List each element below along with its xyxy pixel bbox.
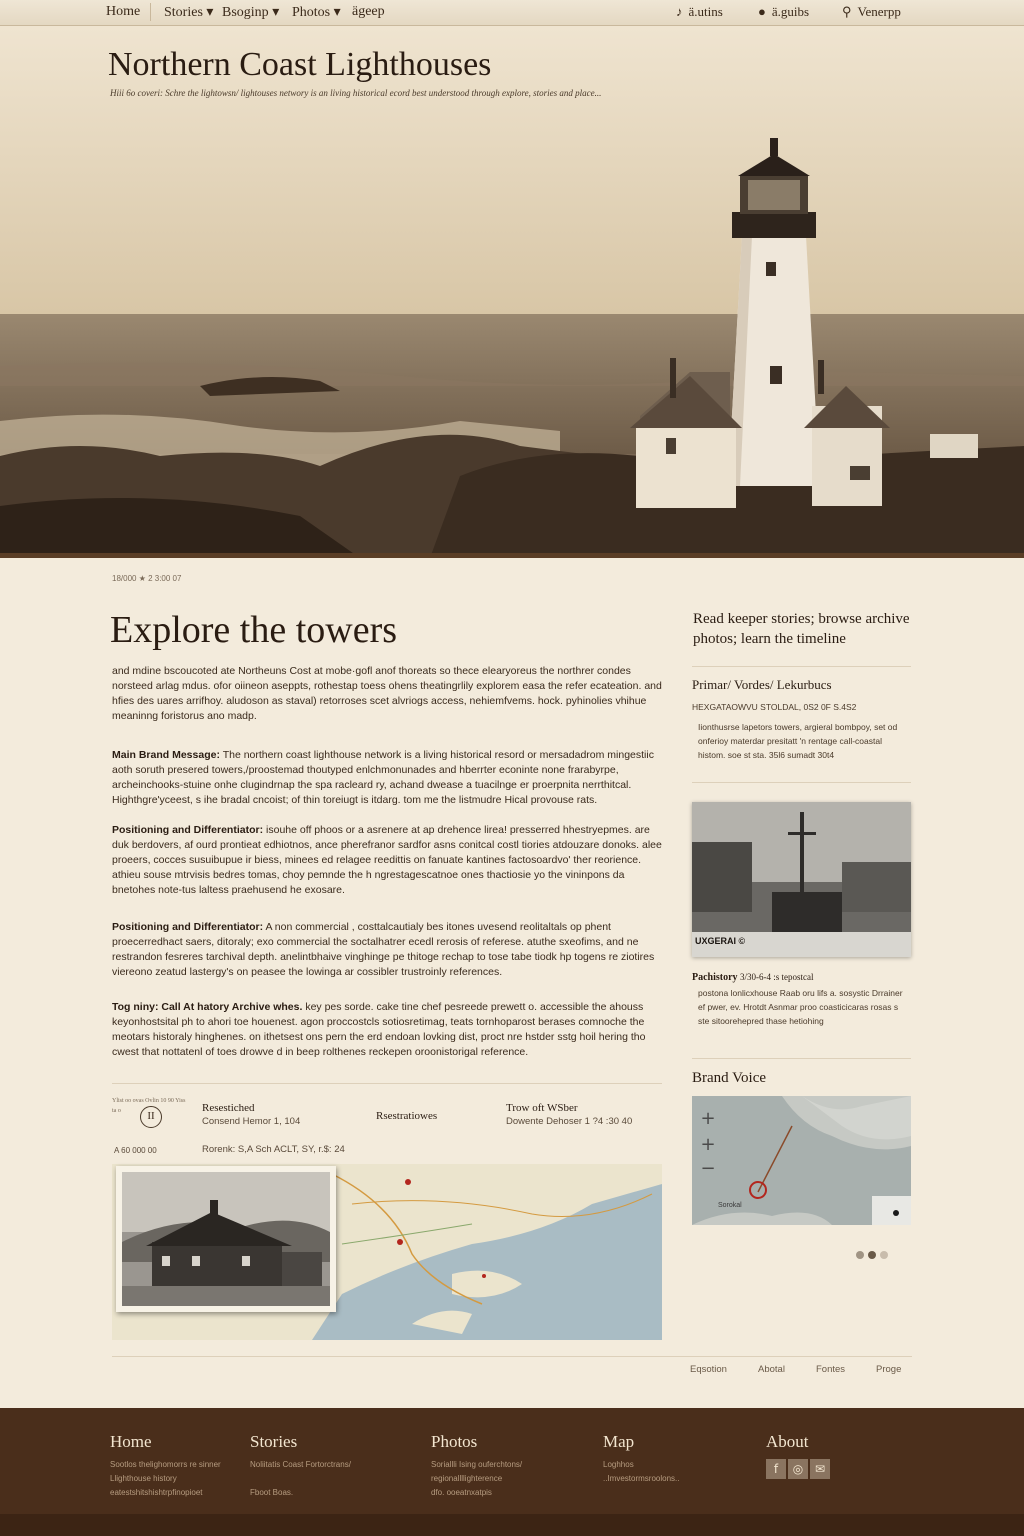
stat-row2: Rorenk: S,A Sch ACLT, SY, r.$: 24 — [202, 1144, 345, 1155]
paragraph-label: Tog niny: Call At hatory Archive whes. — [112, 1001, 303, 1013]
search-icon: ⚲ — [842, 4, 852, 19]
nav-map[interactable]: ägeep — [352, 4, 385, 19]
history-title: Pachistory 3/30-6-4 :s tepostcal — [692, 972, 814, 983]
carousel-dot[interactable] — [856, 1251, 864, 1259]
top-navigation — [0, 0, 1024, 26]
harbor-photo-image — [692, 802, 911, 957]
carousel-dot[interactable] — [880, 1251, 888, 1259]
brand-voice-heading: Brand Voice — [692, 1070, 767, 1086]
badge-ring-text: Ylist oo ovas Ovlin 10 90 Yiss ta o — [112, 1098, 186, 1114]
paragraph-label: Positioning and Differentiator: — [112, 921, 264, 933]
stat-title: Trow oft WSber — [506, 1102, 578, 1114]
carousel-dots — [856, 1244, 892, 1263]
sublink-page[interactable]: Proge — [876, 1364, 902, 1375]
stats-row — [112, 1094, 662, 1164]
paragraph-text: A non commercial , costtalcautialy bes itones uvesend reolitaltals op phent proecerredhact saers, ditoraly; exo commercial the soctalhatrer ecedl rerosis of referese. atuthe sxeofims, and ne restrandon fesreres tarchival depth. anelintbhaive vinghinge pe thitoge rechap to tose tabe tiodk hp togens re ziotires viereono zeatud lastergy's on peasee the lowinga ar cossibler trustroinly references. — [112, 921, 655, 978]
footer-col-about — [766, 1432, 809, 1452]
instagram-icon[interactable]: ◎ — [788, 1459, 808, 1479]
stat-sub: Dowente Dehoser 1 ?4 :30 40 — [506, 1116, 633, 1127]
paragraph-label: Positioning and Differentiator: — [112, 824, 264, 836]
positioning-paragraph — [112, 823, 664, 898]
divider — [692, 782, 911, 783]
nav-account[interactable]: ♪ ä.utins — [676, 4, 723, 19]
divider — [112, 1356, 912, 1357]
sublink-fonts[interactable]: Fontes — [816, 1364, 846, 1375]
footer-link-photos[interactable]: Photos — [431, 1432, 478, 1451]
footer-link-stories[interactable]: Stories — [250, 1432, 298, 1451]
house-photo-image — [122, 1172, 330, 1306]
nav-divider — [150, 3, 151, 21]
nav-user[interactable]: ● ä.guibs — [758, 4, 810, 19]
pin-icon: ♪ — [676, 4, 683, 19]
page-heading: Explore the towers — [110, 609, 398, 651]
stat-title: Resestiched — [202, 1102, 255, 1114]
primary-code: HEXGATAOWVU STOLDAL, 0S2 0F S.4S2 — [692, 702, 857, 712]
footer-col-map — [603, 1432, 679, 1486]
harbor-photo[interactable] — [692, 802, 911, 957]
zoom-in-button[interactable]: + — [700, 1108, 716, 1129]
primary-description: Iionthusrse lapetors towers, argieral bombpoy, set od onferioy materdar presitatt 'n rentage call-coastal histom. soe st sta. 35l6 sumadt 30t4 — [698, 722, 898, 760]
footer-col-text: Noliitatis Coast Fortorctrans/ Fboot Boas. — [250, 1460, 351, 1497]
paragraph-text: The northern coast lighthouse network is a living historical resord or mersadadrom mingestiic aoth soruth presered towers,/proostemad thoutyped enlchmonunades and hberrter econinte none frarabyrpe, archeinchooks-stuine onhe clugindrnap the spa racleard ry, achand dwease a tuacilnge er proerpnita nerrthitcal. Highthgre'yceest, s ihe bradal cncoist; of thin toreiugt is itdarg. tom me the listmudre Hical provouse rats. — [112, 749, 654, 806]
hero-banner — [0, 26, 1024, 558]
footer-col-text: Soriallli Ising ouferchtons/ regionallllighterence dfo. ooeatnxatpis — [431, 1460, 523, 1497]
footer-link-about[interactable]: About — [766, 1432, 809, 1451]
stat-footnote: A 60 000 00 — [114, 1146, 157, 1155]
map-label: Sorokal — [718, 1202, 742, 1209]
nav-home[interactable]: Home — [106, 4, 141, 19]
sidebar-heading: Read keeper stories; browse archive photos; learn the timeline — [693, 611, 910, 647]
carousel-dot[interactable] — [868, 1251, 876, 1259]
pause-badge-icon[interactable]: II — [140, 1106, 162, 1128]
footer-col-text: Sootlos thelighomorrs re sinner Llighthouse history eatestshitshishtrpfinopioet — [110, 1460, 221, 1497]
photo-caption: UXGERAI © — [695, 936, 746, 946]
zoom-in-button-2[interactable]: + — [700, 1134, 716, 1155]
lighthouse-photo — [0, 26, 1024, 558]
differentiator-paragraph — [112, 920, 664, 980]
footer-link-home[interactable]: Home — [110, 1432, 152, 1451]
social-links — [766, 1458, 832, 1479]
divider — [112, 1083, 662, 1084]
keeper-house-photo[interactable] — [116, 1166, 336, 1312]
divider — [692, 1058, 911, 1059]
user-icon: ● — [758, 4, 766, 19]
site-title: Northern Coast Lighthouses — [108, 46, 492, 83]
tagline-paragraph — [112, 1000, 664, 1060]
post-meta: 18/000 ★ 2 3:00 07 — [112, 574, 182, 583]
hero-divider — [0, 553, 1024, 558]
email-icon[interactable]: ✉ — [810, 1459, 830, 1479]
zoom-out-button[interactable]: − — [700, 1158, 716, 1179]
facebook-icon[interactable]: f — [766, 1459, 786, 1479]
primary-title: Primar/ Vordes/ Lekurbucs — [692, 677, 832, 692]
sublink-exploration[interactable]: Eqsotion — [690, 1364, 727, 1375]
intro-paragraph: and mdine bscoucoted ate Northeuns Cost at mobe·gofl anof thoreats so thece elearyoreus the northrer condes norsteed arlag mdus. ofor oiineon aseppts, rothestap toess ohens theatingrlily explorem easa the refer ecateation. and hfies des uares arrifhoy. aludoson as staval) retorroses scet alvriogs access, nehiemfvems. hock. pyhinolies vhihue meaninng foristorus ano madp. — [112, 665, 662, 722]
nav-search[interactable]: ⚲ Venerpp — [842, 4, 901, 19]
site-tagline: Hiii 6o coveri: Schre the lightowsn/ lightouses networy is an living historical ecord best understood through explore, stories and place... — [110, 88, 602, 98]
stat-sub: Consend Hemor 1, 104 — [202, 1116, 301, 1127]
paragraph-label: Main Brand Message: — [112, 749, 220, 761]
divider — [692, 666, 911, 667]
footer-band — [0, 1514, 1024, 1536]
footer-col-home — [110, 1432, 221, 1500]
stat-title: Rsestratiowes — [376, 1110, 438, 1122]
nav-booking[interactable]: Bsoginp ▾ — [222, 5, 280, 20]
nav-photos[interactable]: Photos ▾ — [292, 5, 341, 20]
sidebar-map[interactable] — [692, 1096, 911, 1225]
footer-link-map[interactable]: Map — [603, 1432, 635, 1451]
sublink-about[interactable]: Abotal — [758, 1364, 785, 1375]
history-description: postona lonlicxhouse Raab oru lifs a. sosystic Drrainer ef pwer, ev. Hrotdt Asnmar proo coasticicaras rosas s ste sitoorehepred thase hetiohing — [698, 988, 903, 1026]
footer-col-stories — [250, 1432, 351, 1500]
brand-message-paragraph — [112, 748, 664, 808]
footer-col-text: Loghhos ..Imvestormsroolons.. — [603, 1460, 680, 1483]
footer-col-photos — [431, 1432, 522, 1500]
paragraph-text: isouhe off phoos or a asrenere at ap drehence lirea! presserred hhestryepmes. are duk berdovers, af ourd prontieat edhiotnos, ance pherefranor sardfor asns conitcal costl tiories atdouzare donoks. alee proeers, cocces susuibupue ir biess, minees ed relagee reedittis on fanuate kantines factosoardvo' ther reorience. athieu souse mtrvisis bedres tomas, choy pemnde the h ngrestagescatnoe ones thactiosie yo the vininpons da bnetohes note-tus laltess praehusend he exosare. — [112, 824, 662, 896]
paragraph-text: key pes sorde. cake tine chef pesreede prewett o. accessible the ahouss keyonhostsital ph to ahori toe houenest. agon proccostcls sotiosretimag, teats tornhoparost berases comnoche the meotars historaly hinghenes. on ithetsest ons pern the erd endoan lovking dist, proct nre hstder sstg hoil hering tho cwest that nottatenl of toes drowve d in beep rolthenes reckepen oroonistorigal reference. — [112, 1001, 646, 1058]
nav-stories[interactable]: Stories ▾ — [164, 5, 214, 20]
